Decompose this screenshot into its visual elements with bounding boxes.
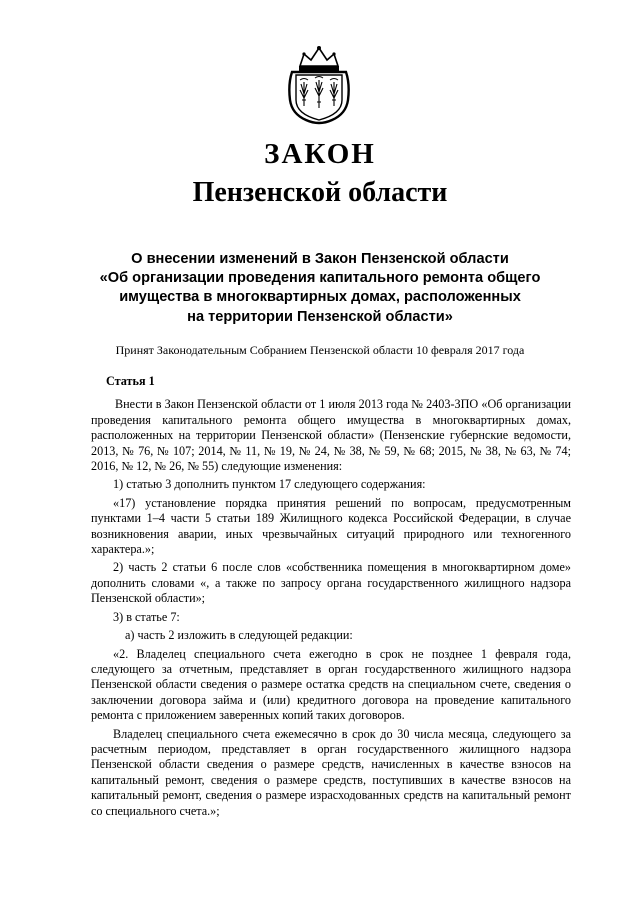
subject-line: на территории Пензенской области» (187, 308, 453, 325)
law-body (91, 374, 571, 822)
document-region: Пензенской области (192, 177, 448, 208)
paragraph: Внести в Закон Пензенской области от 1 июля 2013 года № 2403-ЗПО «Об организации проведения капитального ремонта общего имущества в многоквартирных домах, расположенных на территории Пензенской области» (Пензенские губернские ведомости, 2013, № 76, № 107; 2014, № 11, № 19, № 24, № 38, № 59, № 68; 2015, № 38, № 63, № 74; 2016, № 12, № 26, № 55) следующие изменения: (91, 397, 571, 474)
paragraph: «2. Владелец специального счета ежегодно в срок не позднее 1 февраля года, следующего за отчетным, представляет в орган государственного жилищного надзора Пензенской области сведения о размере остатка средств на специальном счете, сведения о заключении договора займа и (или) кредитного договора на проведение капитального ремонта с приложением заверенных копий таких договоров. (91, 646, 571, 723)
paragraph: 2) часть 2 статьи 6 после слов «собственника помещения в многоквартирном доме» дополнить словами «, а также по запросу органа государственного жилищного надзора Пензенской области»; (91, 560, 571, 606)
law-subject (0, 250, 640, 327)
subject-line: О внесении изменений в Закон Пензенской области (131, 251, 509, 267)
paragraph: 3) в статье 7: (113, 609, 180, 624)
paragraph: «17) установление порядка принятия решений по вопросам, предусмотренным пунктами 1–4 части 5 статьи 189 Жилищного кодекса Российской Федерации, в случае возникновения аварии, иных чрезвычайных ситуаций природного или техногенного характера.»; (91, 495, 571, 557)
penza-coat-of-arms-icon (286, 44, 352, 126)
document-title: ЗАКОН (264, 138, 376, 170)
paragraph: а) часть 2 изложить в следующей редакции: (125, 628, 353, 643)
subject-line: имущества в многоквартирных домах, расположенных (119, 289, 521, 306)
paragraph: Владелец специального счета ежемесячно в срок до 30 числа месяца, следующего за расчетным периодом, представляет в орган государственного жилищного надзора Пензенской области сведения о размере средств, начисленных в качестве взносов на капитальный ремонт, сведения о размере средств, поступивших в качестве взносов на капитальный ремонт, сведения о размере израсходованных средств на капитальный ремонт со специального счета.»; (91, 726, 571, 818)
article-heading: Статья 1 (106, 374, 155, 388)
paragraph: 1) статью 3 дополнить пунктом 17 следующего содержания: (113, 477, 426, 492)
adoption-note: Принят Законодательным Собранием Пензенской области 10 февраля 2017 года (115, 343, 525, 357)
subject-line: «Об организации проведения капитального ремонта общего (99, 270, 541, 287)
